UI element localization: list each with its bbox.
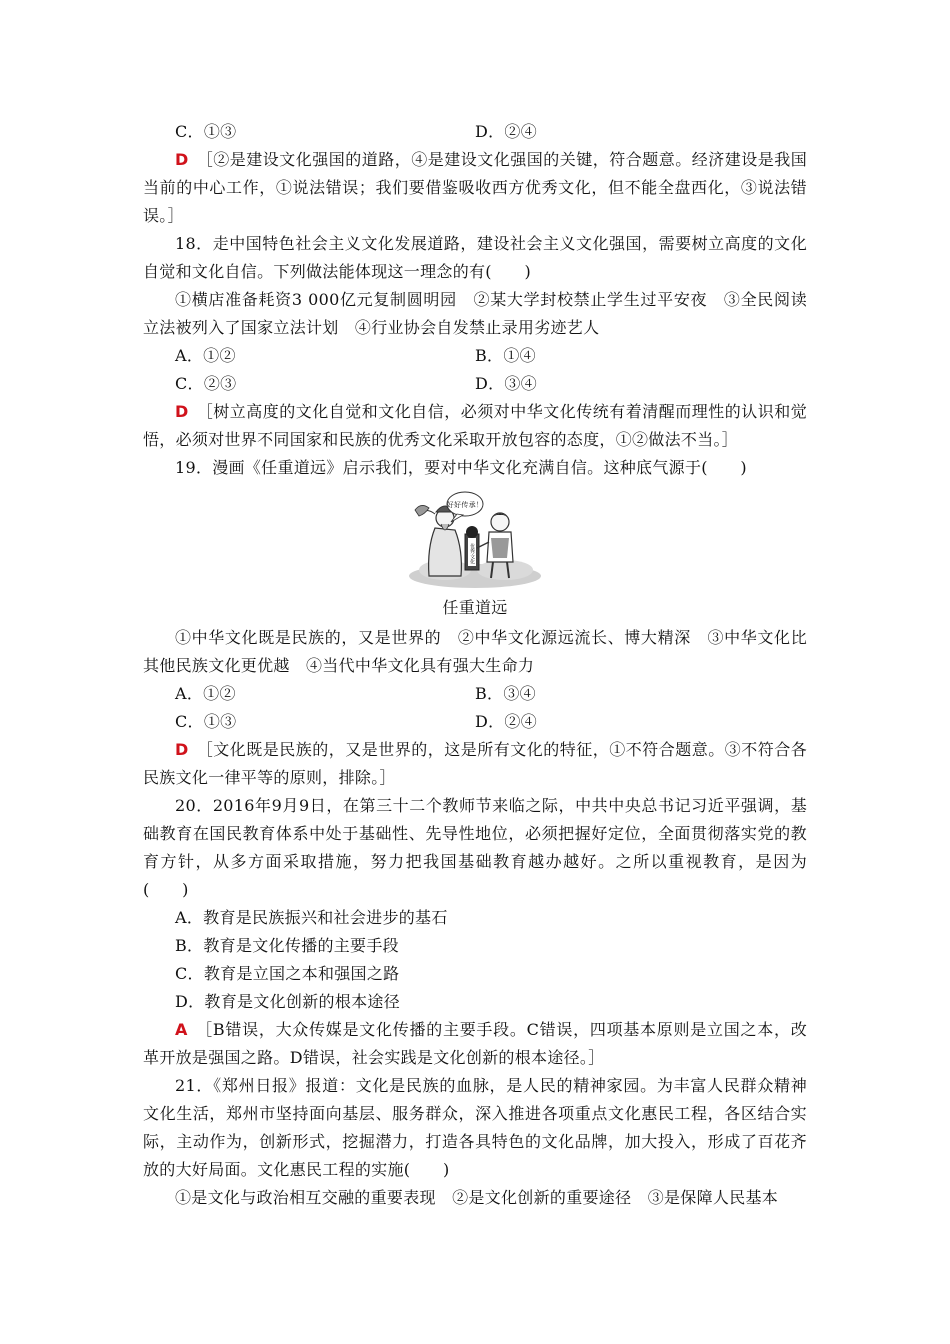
q17-analysis: ［②是建设文化强国的道路，④是建设文化强国的关键，符合题意。经济建设是我国当前的中心工作，①说法错误；我们要借鉴吸收西方优秀文化，但不能全盘西化，③说法错误。］: [143, 150, 807, 225]
q19-option-d: D．②④: [475, 712, 538, 731]
q19-option-c: C．①③: [175, 712, 237, 731]
q18-option-a: A．①②: [175, 346, 236, 365]
q18-options-row-1: [143, 342, 807, 370]
q17-answer-letter: D: [175, 150, 189, 169]
cartoon-illustration: [405, 488, 545, 588]
q17-option-d: D．②④: [475, 122, 538, 141]
q20-option-d: D．教育是文化创新的根本途径: [175, 992, 401, 1011]
q20-option-b: B．教育是文化传播的主要手段: [175, 936, 399, 955]
q18-stem: 18．走中国特色社会主义文化发展道路，建设社会主义文化强国，需要树立高度的文化自觉和文化自信。下列做法能体现这一理念的有( ): [143, 234, 807, 281]
cartoon-book-text: 优秀文化: [469, 543, 475, 565]
q18-analysis: ［树立高度的文化自觉和文化自信，必须对中华文化传统有着清醒而理性的认识和觉悟，必须对世界不同国家和民族的优秀文化采取开放包容的态度，①②做法不当。］: [143, 402, 807, 449]
q17-option-c: C．①③: [175, 122, 237, 141]
q19-answer-block: [143, 736, 807, 792]
q18-option-b: B．①④: [475, 346, 536, 365]
q19-analysis: ［文化既是民族的，又是世界的，这是所有文化的特征，①不符合题意。③不符合各民族文化一律平等的原则，排除。］: [143, 740, 807, 787]
q18-answer-block: [143, 398, 807, 454]
q19-option-a: A．①②: [175, 684, 236, 703]
q20-analysis: ［B错误，大众传媒是文化传播的主要手段。C错误，四项基本原则是立国之本，改革开放是强国之路。D错误，社会实践是文化创新的根本途径。］: [143, 1020, 807, 1067]
q18-items: ①横店准备耗资3 000亿元复制圆明园 ②某大学封校禁止学生过平安夜 ③全民阅读立法被列入了国家立法计划 ④行业协会自发禁止录用劣迹艺人: [143, 290, 807, 337]
q20-answer-letter: A: [175, 1020, 188, 1039]
q19-options-row-2: [143, 708, 807, 736]
q18-answer-letter: D: [175, 402, 189, 421]
q17-options-row: [143, 118, 807, 146]
q17-answer-block: [143, 146, 807, 230]
cartoon-speech-text: 好好传承！: [446, 501, 484, 509]
q19-stem: 19．漫画《任重道远》启示我们，要对中华文化充满自信。这种底气源于( ): [175, 458, 747, 477]
figure-caption: 任重道远: [442, 598, 508, 617]
q19-option-b: B．③④: [475, 684, 536, 703]
q18-option-c: C．②③: [175, 374, 237, 393]
q19-items: ①中华文化既是民族的，又是世界的 ②中华文化源远流长、博大精深 ③中华文化比其他民族文化更优越 ④当代中华文化具有强大生命力: [143, 628, 807, 675]
q20-answer-block: [143, 1016, 807, 1072]
page-content: [143, 118, 807, 1212]
q21-stem: 21．《郑州日报》报道：文化是民族的血脉，是人民的精神家园。为丰富人民群众精神文化生活，郑州市坚持面向基层、服务群众，深入推进各项重点文化惠民工程，各区结合实际，主动作为，创新形式，挖掘潜力，打造各具特色的文化品牌，加大投入，形成了百花齐放的大好局面。文化惠民工程的实施( ): [143, 1076, 807, 1179]
q19-figure: [143, 488, 807, 622]
q18-options-row-2: [143, 370, 807, 398]
q20-option-c: C．教育是立国之本和强国之路: [175, 964, 400, 983]
q20-stem: 20．2016年9月9日，在第三十二个教师节来临之际，中共中央总书记习近平强调，基础教育在国民教育体系中处于基础性、先导性地位，必须把握好定位，全面贯彻落实党的教育方针，从多方面采取措施，努力把我国基础教育越办越好。之所以重视教育，是因为( ): [143, 796, 807, 899]
q19-options-row-1: [143, 680, 807, 708]
q18-option-d: D．③④: [475, 374, 538, 393]
q19-answer-letter: D: [175, 740, 189, 759]
q21-items: ①是文化与政治相互交融的重要表现 ②是文化创新的重要途径 ③是保障人民基本: [175, 1188, 779, 1207]
q20-option-a: A．教育是民族振兴和社会进步的基石: [175, 908, 448, 927]
